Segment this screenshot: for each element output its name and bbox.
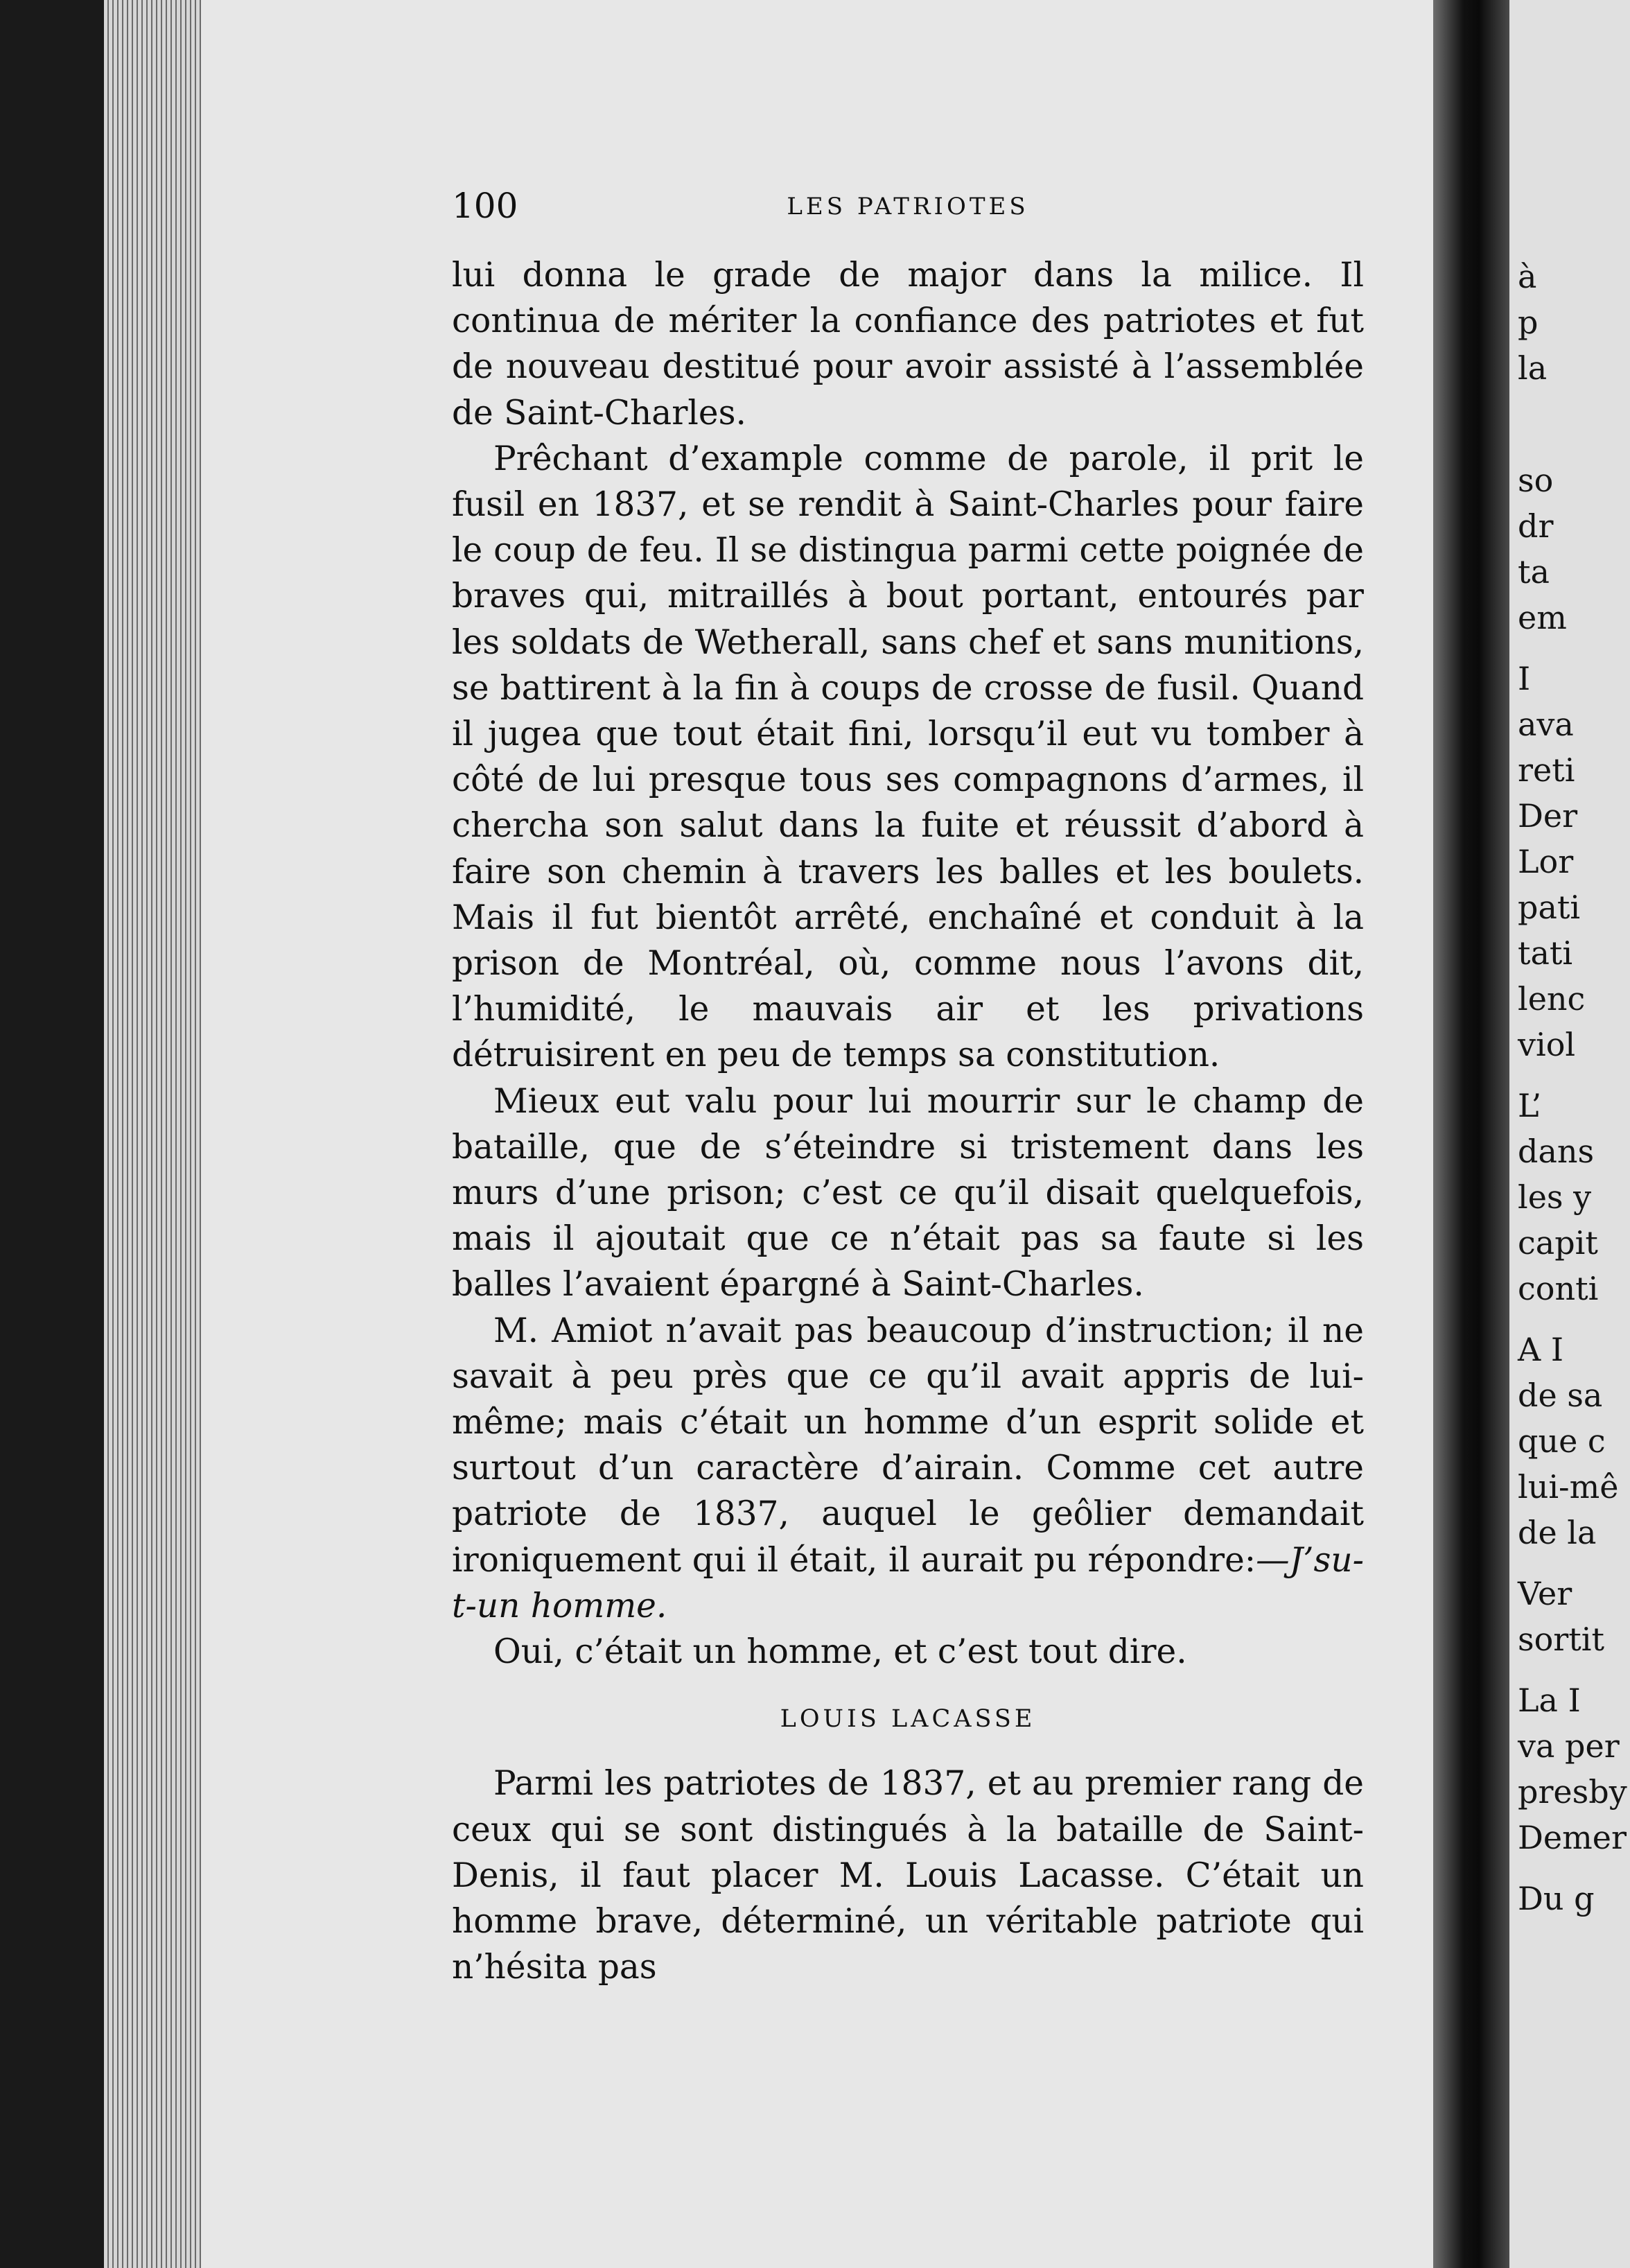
paragraph-3: Mieux eut valu pour lui mourrir sur le champ de bataille, que de s’éteindre si tristement dans les murs d’une prison; c’est ce qu’il disait quelquefois, mais il ajoutait que ce n’était pas sa faute si les balles l’avaient épargné à Saint-Charles.: [452, 1081, 1364, 1305]
fragment-line: ava: [1518, 706, 1574, 743]
paragraph-4-text: M. Amiot n’avait pas beaucoup d’instruction; il ne savait à peu près que ce qu’il avait appris de lui-même; mais c’était un homme d’un esprit solide et surtout d’un caractère d’airain. Comme cet autre patriote de 1837, auquel le geôlier demandait ironiquement qui il était, il aurait pu répondre:: [452, 1311, 1364, 1580]
fragment-line: Du g: [1518, 1880, 1595, 1917]
fragment-line: La I: [1518, 1682, 1581, 1719]
paragraph-4: [452, 1308, 1364, 1629]
next-page-fragment: [1509, 0, 1630, 2268]
fragment-line: Lor: [1518, 843, 1574, 880]
fragment-line: conti: [1518, 1270, 1599, 1307]
fragment-line: Demer: [1518, 1819, 1627, 1856]
fragment-line: dans: [1518, 1133, 1595, 1170]
fragment-line: reti: [1518, 751, 1575, 789]
fragment-line: Ver: [1518, 1575, 1572, 1612]
fragment-line: so: [1518, 462, 1554, 499]
paragraph-6: Parmi les patriotes de 1837, et au premier rang de ceux qui se sont distingués à la bataille de Saint-Denis, il faut placer M. Louis Lacasse. C’était un homme brave, déterminé, un véritable patriote qui n’hésita pas: [452, 1764, 1364, 1987]
fragment-line: A I: [1518, 1331, 1564, 1368]
fragment-line: presby: [1518, 1773, 1627, 1811]
fragment-line: que c: [1518, 1422, 1606, 1460]
fragment-line: à: [1518, 258, 1537, 295]
body-text: [452, 252, 1364, 1990]
fragment-line: va per: [1518, 1727, 1620, 1765]
fragment-line: viol: [1518, 1026, 1576, 1063]
page-number: 100: [452, 186, 518, 226]
fragment-line: pati: [1518, 889, 1581, 926]
fragment-line: Der: [1518, 797, 1578, 835]
fragment-line: lenc: [1518, 980, 1586, 1018]
fragment-line: de sa: [1518, 1377, 1603, 1414]
fragment-line: tati: [1518, 934, 1573, 972]
paragraph-2: Prêchant d’example comme de parole, il prit le fusil en 1837, et se rendit à Saint-Charles pour faire le coup de feu. Il se distingua parmi cette poignée de braves qui, mitraillés à bout portant, entourés par les soldats de Wetherall, sans chef et sans munitions, se battirent à la fin à coups de crosse de fusil. Quand il jugea que tout était fini, lorsqu’il eut vu tomber à côté de lui presque tous ses compagnons d’armes, il chercha son salut dans la fuite et réussit d’abord à faire son chemin à travers les balles et les boulets. Mais il fut bientôt arrêté, enchaîné et conduit à la prison de Montréal, où, comme nous l’avons dit, l’humidité, le mauvais air et les privations détruisirent en peu de temps sa constitution.: [452, 439, 1364, 1075]
fragment-line: ta: [1518, 553, 1550, 591]
running-title: LES PATRIOTES: [787, 193, 1029, 220]
fragment-line: capit: [1518, 1224, 1598, 1262]
fragment-line: L’: [1518, 1087, 1542, 1124]
fragment-line: sortit: [1518, 1621, 1604, 1658]
fragment-line: dr: [1518, 507, 1554, 545]
fragment-line: les y: [1518, 1178, 1592, 1216]
book-gutter: [1433, 0, 1509, 2268]
fragment-line: la: [1518, 349, 1548, 387]
paragraph-1: lui donna le grade de major dans la milice. Il continua de mériter la confiance des patriotes et fut de nouveau destitué pour avoir assisté à l’assemblée de Saint-Charles.: [452, 256, 1364, 433]
fragment-line: I: [1518, 660, 1531, 697]
page-header: [452, 186, 1364, 227]
paragraph-5: Oui, c’était un homme, et c’est tout dire.: [493, 1632, 1187, 1672]
book-page-edges: [104, 0, 201, 2268]
fragment-line: lui-mê: [1518, 1468, 1619, 1506]
fragment-line: p: [1518, 304, 1539, 341]
fragment-line: de la: [1518, 1514, 1597, 1551]
section-heading: LOUIS LACASSE: [780, 1705, 1036, 1734]
italic-quote: —J’su-t-un homme.: [452, 1540, 1364, 1625]
fragment-line: em: [1518, 599, 1567, 636]
